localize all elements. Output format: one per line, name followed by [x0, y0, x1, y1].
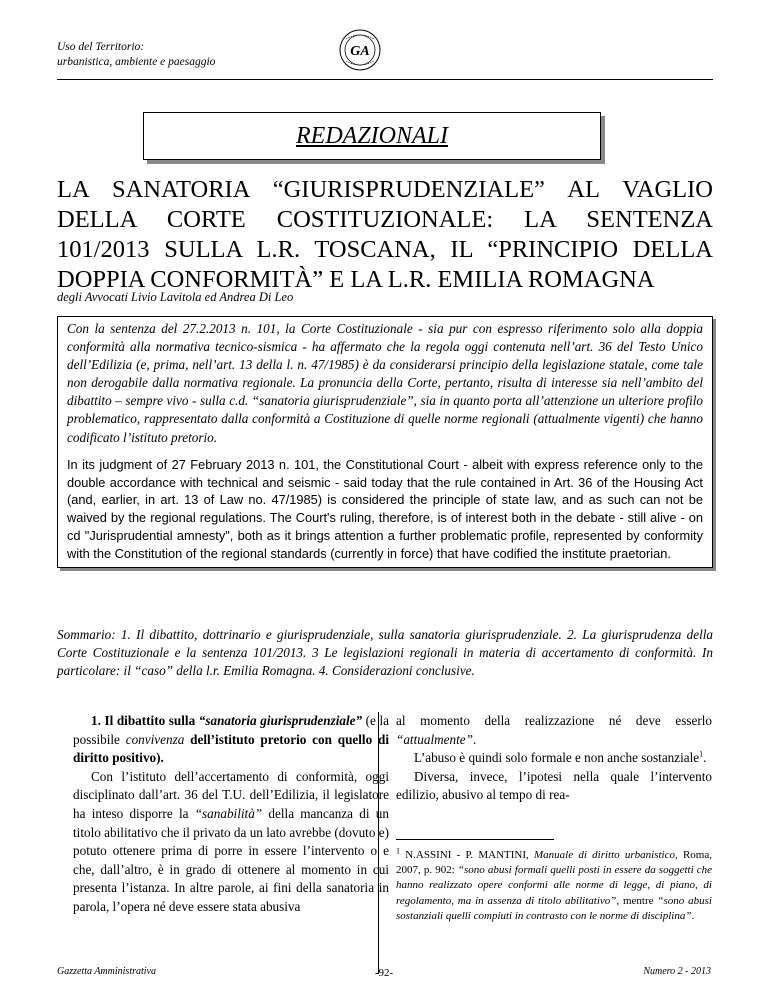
footer-page-number: -92-	[374, 967, 394, 979]
footer-issue: Numero 2 - 2013	[643, 966, 711, 977]
footer-publication: Gazzetta Amministrativa	[57, 966, 156, 977]
body-column-right	[396, 712, 712, 924]
body-paragraph: al momento della realizzazione né deve esserlo “attualmente”.	[396, 713, 712, 747]
article-title	[57, 175, 713, 295]
footnote-divider	[396, 839, 554, 840]
abstract-italian: Con la sentenza del 27.2.2013 n. 101, la Corte Costituzionale - sia pur con espresso riferimento solo alla doppia conformità alla normativa tecnico-sismica - ha affermato che la regola oggi contenuta nell’art. 36 del Testo Unico dell’Edilizia (e, prima, nell’art. 13 della l. n. 47/1985) è da considerarsi principio della legislazione statale, come tale non derogabile dalla normativa regionale. La pronuncia della Corte, pertanto, risulta di interesse sia nell’ambito del dibattito – sempre vivo - sulla c.d. “sanatoria giurisprudenziale”, sia in quanto porta all’attenzione un ulteriore profilo problematico, rappresentato dalla conformità a Costituzione di quelle norme regionali (attualmente vigenti) che hanno codificato l’istituto pretorio.	[67, 321, 703, 445]
body-column-left	[73, 712, 389, 917]
section-heading: 1. Il dibattito sulla “sanatoria giurisprudenziale” (e la possibile convivenza dell’istituto pretorio con quello di diritto positivo).	[73, 713, 390, 766]
body-paragraph: Diversa, invece, l’ipotesi nella quale l’intervento edilizio, abusivo al tempo di rea-	[396, 768, 712, 803]
title-line: 101/2013 SULLA L.R. TOSCANA, IL “PRINCIPIO DELLA	[57, 236, 713, 263]
footnote-ref[interactable]: 1	[699, 749, 704, 759]
section-header-line2: urbanistica, ambiente e paesaggio	[57, 56, 216, 68]
footnote: $^1$ N.ASSINI - P. MANTINI, Manuale di diritto urbanistico, Roma, 2007, p. 902: “sono abusi formali quelli posti in essere da soggetti che hanno realizzato opere conformi alle norme di legge, di piano, di regolamento, ma in assenza di titolo abilitativo”, mentre “sono abusi sostanziali quelli compiuti in contrasto con le norme di disciplina”.	[396, 846, 712, 922]
title-line: LA SANATORIA “GIURISPRUDENZIALE” AL VAGLIO	[57, 176, 713, 203]
body-paragraph: Con l’istituto dell’accertamento di conformità, oggi disciplinato dall’art. 36 del T.U. dell’Edilizia, il legislatore ha inteso disporre la “sanabilità” della mancanza di un titolo abilitativo che il privato da un lato avrebbe (dovuto e) potuto ottenere prima di porre in essere l’intervento o e che, dall’altro, è in grado di ottenere al momento in cui presenta l’istanza. In altre parole, ai fini della sanatoria in parola, l’opera né deve essere stata abusiva	[73, 768, 389, 914]
body-paragraph: L’abuso è quindi solo formale e non anche sostanziale$^1$.	[414, 749, 707, 766]
rubric-title: REDAZIONALI	[296, 123, 448, 149]
abstract-english: In its judgment of 27 February 2013 n. 101, the Constitutional Court - albeit with express reference only to the double accordance with technical and seismic - said today that the rule contained in Art. 36 of the Housing Act (and, earlier, in art. 13 of Law no. 47/1985) is considered the principle of state law, and as such can not be waived by the regional regulations. The Court's ruling, therefore, is of interest both in the debate - still alive - on cd "Jurisprudential amnesty", both as it brings attention a further problematic profile, represented by conformity with the Constitution of the regional standards (currently in force) that have codified the institute praetorian.	[67, 456, 703, 562]
column-divider	[378, 712, 379, 974]
section-header	[57, 40, 215, 70]
title-line: DELLA CORTE COSTITUZIONALE: LA SENTENZA	[57, 206, 713, 233]
logo-text: GA	[350, 44, 370, 59]
gazzetta-logo-icon	[338, 28, 382, 72]
title-line: DOPPIA CONFORMITÀ” E LA L.R. EMILIA ROMAGNA	[57, 266, 655, 293]
header-divider	[57, 79, 713, 80]
authors-line: degli Avvocati Livio Lavitola ed Andrea Di Leo	[57, 290, 294, 304]
section-header-line1: Uso del Territorio:	[57, 41, 145, 53]
table-of-contents-summary: Sommario: 1. Il dibattito, dottrinario e giurisprudenziale, sulla sanatoria giurisprudenziale. 2. La giurisprudenza della Corte Costituzionale e la sentenza 101/2013. 3 Le legislazioni regionali in materia di accertamento di conformità. In particolare: il “caso” della l.r. Emilia Romagna. 4. Considerazioni conclusive.	[57, 627, 713, 678]
abstract-box	[57, 316, 713, 568]
rubric-box	[143, 112, 601, 160]
